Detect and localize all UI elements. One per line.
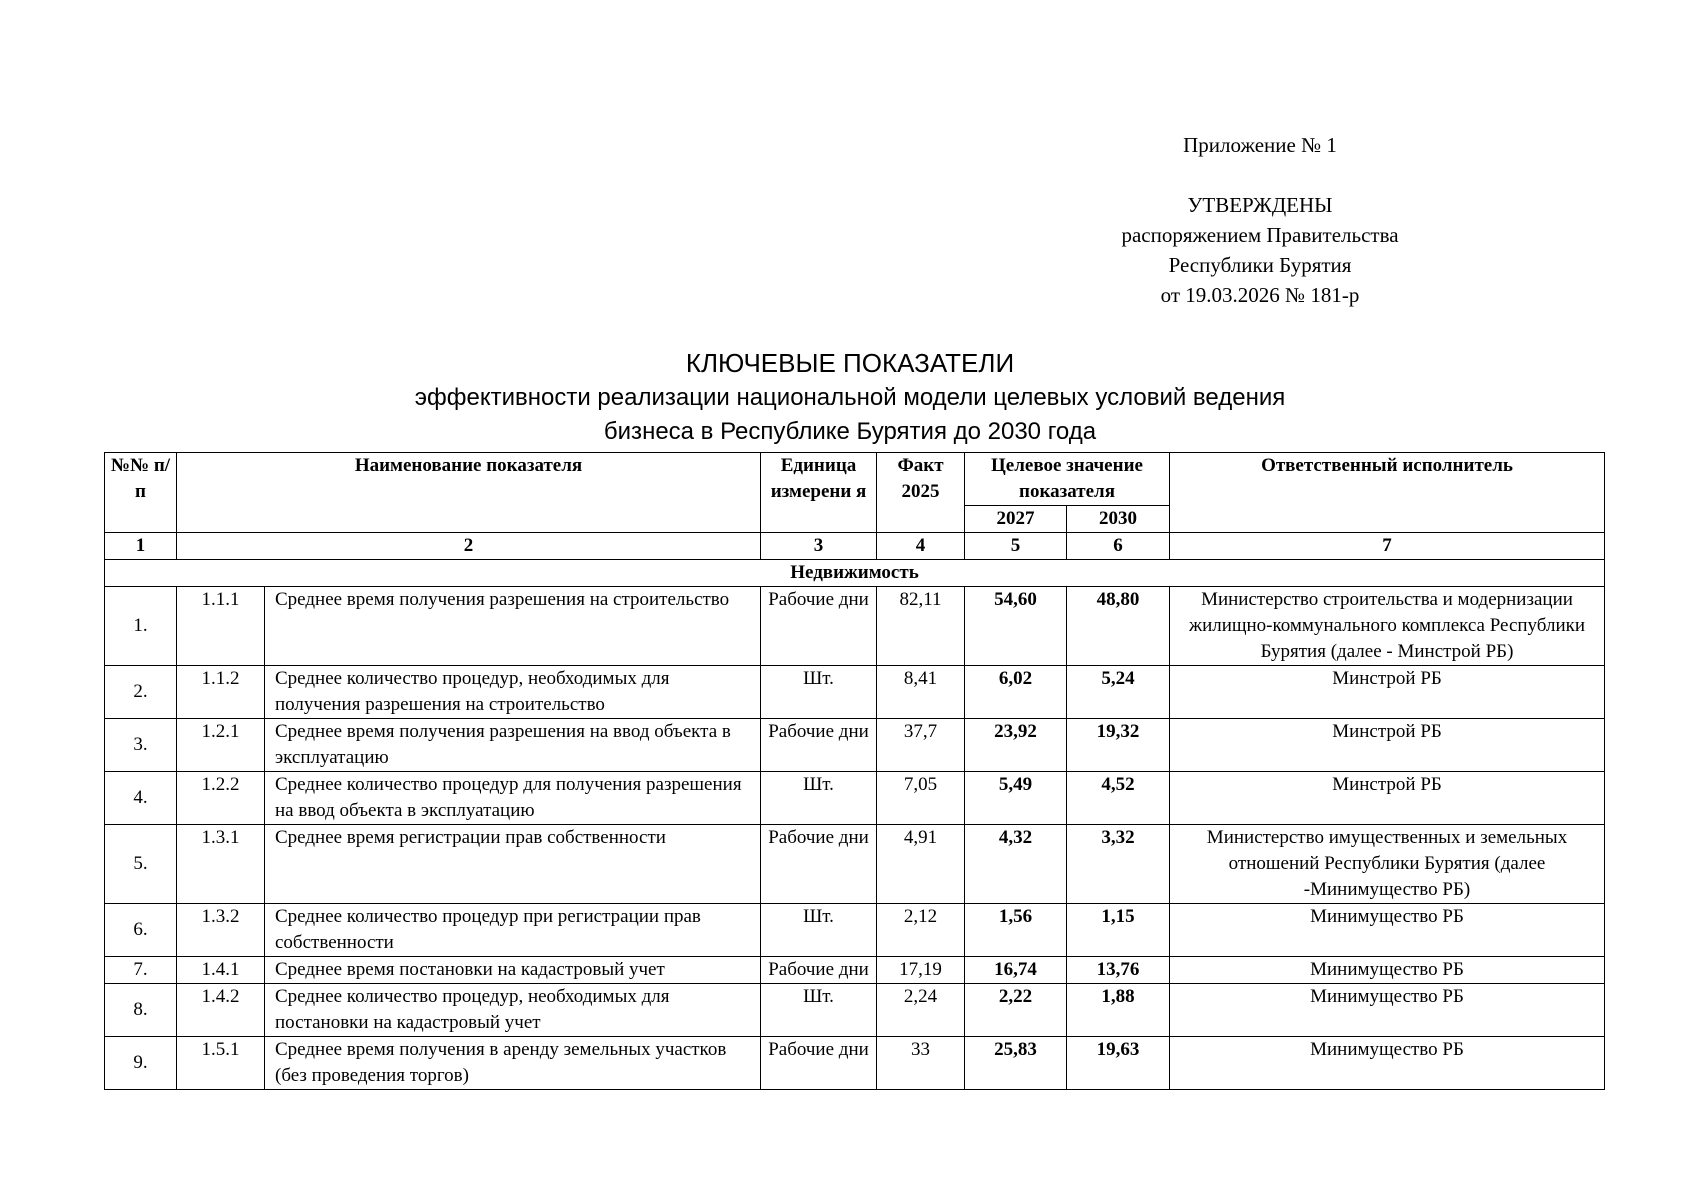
indicator-name: Среднее количество процедур при регистрации прав собственности <box>265 904 761 957</box>
table-row <box>105 825 1605 904</box>
target-2030-cell: 5,24 <box>1067 666 1170 719</box>
unit-cell: Шт. <box>761 984 877 1037</box>
target-2030-cell: 1,15 <box>1067 904 1170 957</box>
indicator-code: 1.1.2 <box>177 666 265 719</box>
indicator-code: 1.3.1 <box>177 825 265 904</box>
responsible-cell: Минстрой РБ <box>1170 772 1605 825</box>
indicator-code: 1.2.2 <box>177 772 265 825</box>
fact-2025-cell: 7,05 <box>877 772 965 825</box>
unit-cell: Шт. <box>761 772 877 825</box>
table-row <box>105 957 1605 984</box>
target-2030-cell: 13,76 <box>1067 957 1170 984</box>
indicator-code: 1.1.1 <box>177 587 265 666</box>
approved-label: УТВЕРЖДЕНЫ <box>1187 193 1333 217</box>
column-number: 3 <box>761 533 877 560</box>
row-number: 3. <box>105 719 177 772</box>
indicator-code: 1.4.1 <box>177 957 265 984</box>
unit-cell: Рабочие дни <box>761 825 877 904</box>
header-target: Целевое значение показателя <box>965 453 1170 506</box>
row-number: 7. <box>105 957 177 984</box>
responsible-cell: Минстрой РБ <box>1170 719 1605 772</box>
table-row <box>105 984 1605 1037</box>
target-2027-cell: 2,22 <box>965 984 1067 1037</box>
target-2030-cell: 1,88 <box>1067 984 1170 1037</box>
indicator-name: Среднее количество процедур, необходимых для получения разрешения на строительство <box>265 666 761 719</box>
indicator-name: Среднее время получения в аренду земельных участков (без проведения торгов) <box>265 1037 761 1090</box>
title-sub-1: эффективности реализации национальной модели целевых условий ведения <box>414 384 1286 411</box>
target-2027-cell: 5,49 <box>965 772 1067 825</box>
target-2027-cell: 23,92 <box>965 719 1067 772</box>
indicator-name: Среднее время регистрации прав собственности <box>265 825 761 904</box>
target-2027-cell: 4,32 <box>965 825 1067 904</box>
target-2027-cell: 16,74 <box>965 957 1067 984</box>
column-number: 4 <box>877 533 965 560</box>
unit-cell: Рабочие дни <box>761 587 877 666</box>
fact-2025-cell: 17,19 <box>877 957 965 984</box>
indicator-code: 1.5.1 <box>177 1037 265 1090</box>
fact-2025-cell: 37,7 <box>877 719 965 772</box>
document-title <box>100 345 1600 449</box>
fact-2025-cell: 2,12 <box>877 904 965 957</box>
column-number: 5 <box>965 533 1067 560</box>
target-2027-cell: 25,83 <box>965 1037 1067 1090</box>
target-2027-cell: 54,60 <box>965 587 1067 666</box>
row-number: 8. <box>105 984 177 1037</box>
column-number: 1 <box>105 533 177 560</box>
responsible-cell: Минимущество РБ <box>1170 984 1605 1037</box>
column-number: 6 <box>1067 533 1170 560</box>
column-number-row <box>105 533 1605 560</box>
indicator-name: Среднее количество процедур для получения разрешения на ввод объекта в эксплуатацию <box>265 772 761 825</box>
responsible-cell: Министерство имущественных и земельных отношений Республики Бурятия (далее -Минимущество РБ) <box>1170 825 1605 904</box>
header-year-2030: 2030 <box>1067 506 1170 533</box>
header-responsible: Ответственный исполнитель <box>1170 453 1605 533</box>
responsible-cell: Минимущество РБ <box>1170 904 1605 957</box>
indicator-name: Среднее время постановки на кадастровый учет <box>265 957 761 984</box>
fact-2025-cell: 82,11 <box>877 587 965 666</box>
fact-2025-cell: 4,91 <box>877 825 965 904</box>
section-title: Недвижимость <box>105 560 1605 587</box>
indicator-code: 1.3.2 <box>177 904 265 957</box>
table-row <box>105 719 1605 772</box>
unit-cell: Шт. <box>761 904 877 957</box>
responsible-cell: Минимущество РБ <box>1170 957 1605 984</box>
column-number: 7 <box>1170 533 1605 560</box>
row-number: 2. <box>105 666 177 719</box>
target-2030-cell: 48,80 <box>1067 587 1170 666</box>
target-2030-cell: 3,32 <box>1067 825 1170 904</box>
indicator-code: 1.2.1 <box>177 719 265 772</box>
approval-stamp <box>1040 130 1480 310</box>
unit-cell: Рабочие дни <box>761 719 877 772</box>
approval-line-2: Республики Бурятия <box>1168 253 1352 277</box>
title-main: КЛЮЧЕВЫЕ ПОКАЗАТЕЛИ <box>685 348 1015 378</box>
row-number: 6. <box>105 904 177 957</box>
row-number: 4. <box>105 772 177 825</box>
approval-line-3: от 19.03.2026 № 181-р <box>1160 283 1360 307</box>
fact-2025-cell: 33 <box>877 1037 965 1090</box>
fact-2025-cell: 8,41 <box>877 666 965 719</box>
indicators-table <box>104 452 1605 1090</box>
unit-cell: Рабочие дни <box>761 1037 877 1090</box>
approval-line-1: распоряжением Правительства <box>1121 223 1399 247</box>
header-num: №№ п/п <box>105 453 177 533</box>
responsible-cell: Минстрой РБ <box>1170 666 1605 719</box>
indicator-name: Среднее время получения разрешения на ввод объекта в эксплуатацию <box>265 719 761 772</box>
fact-2025-cell: 2,24 <box>877 984 965 1037</box>
target-2030-cell: 4,52 <box>1067 772 1170 825</box>
table-row <box>105 904 1605 957</box>
title-sub-2: бизнеса в Республике Бурятия до 2030 года <box>603 418 1097 445</box>
indicator-name: Среднее время получения разрешения на строительство <box>265 587 761 666</box>
table-row <box>105 587 1605 666</box>
section-row <box>105 560 1605 587</box>
header-fact: Факт 2025 <box>877 453 965 533</box>
row-number: 9. <box>105 1037 177 1090</box>
appendix-label: Приложение № 1 <box>1183 133 1337 157</box>
row-number: 5. <box>105 825 177 904</box>
header-year-2027: 2027 <box>965 506 1067 533</box>
table-row <box>105 1037 1605 1090</box>
target-2027-cell: 6,02 <box>965 666 1067 719</box>
header-unit: Единица измерени я <box>761 453 877 533</box>
indicator-name: Среднее количество процедур, необходимых для постановки на кадастровый учет <box>265 984 761 1037</box>
unit-cell: Шт. <box>761 666 877 719</box>
header-name: Наименование показателя <box>177 453 761 533</box>
table-row <box>105 772 1605 825</box>
unit-cell: Рабочие дни <box>761 957 877 984</box>
indicator-code: 1.4.2 <box>177 984 265 1037</box>
row-number: 1. <box>105 587 177 666</box>
target-2027-cell: 1,56 <box>965 904 1067 957</box>
responsible-cell: Министерство строительства и модернизации жилищно-коммунального комплекса Республики Бурятия (далее - Минстрой РБ) <box>1170 587 1605 666</box>
table-row <box>105 666 1605 719</box>
target-2030-cell: 19,63 <box>1067 1037 1170 1090</box>
responsible-cell: Минимущество РБ <box>1170 1037 1605 1090</box>
target-2030-cell: 19,32 <box>1067 719 1170 772</box>
column-number: 2 <box>177 533 761 560</box>
